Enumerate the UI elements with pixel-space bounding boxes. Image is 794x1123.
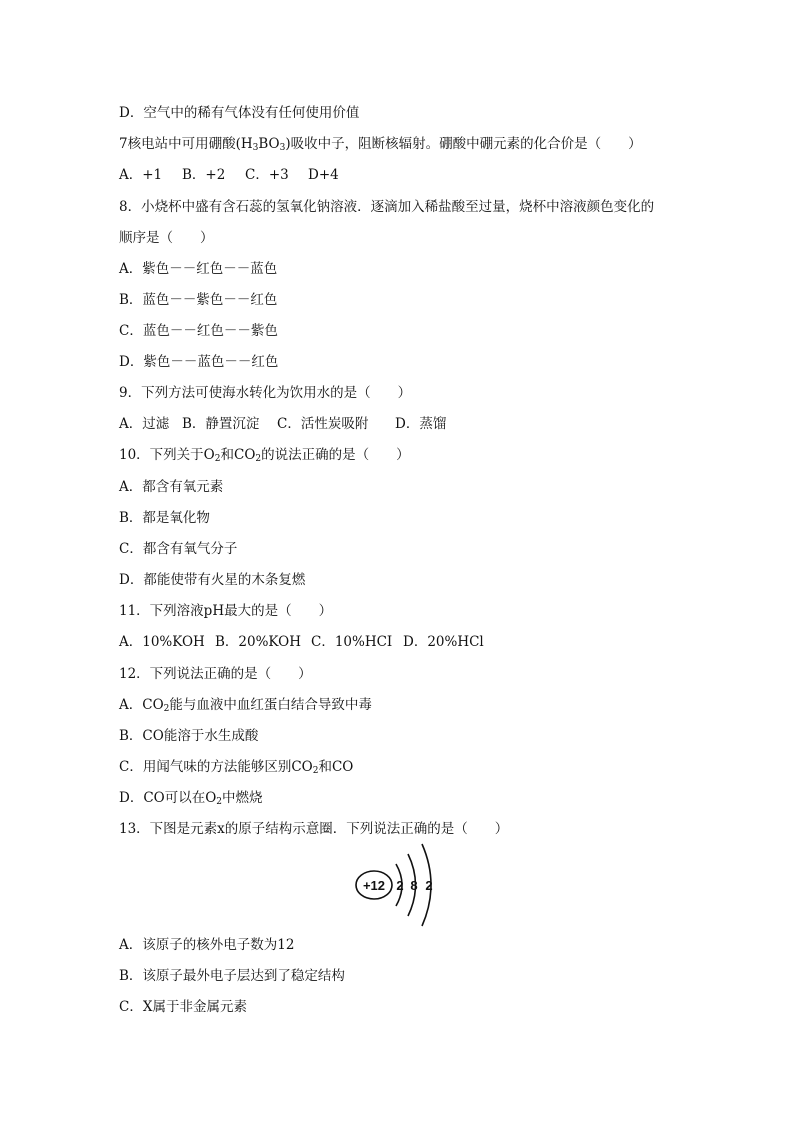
q12-option-c (119, 758, 353, 776)
q8-stem-line1: 8．小烧杯中盛有含石蕊的氢氧化钠溶液．逐滴加入稀盐酸至过量，烧杯中溶液颜色变化的 (119, 199, 655, 215)
q11-option-c: C．10%HCI (311, 634, 393, 650)
q7-stem (119, 135, 642, 153)
q12-option-d-part: D．CO可以在O (119, 790, 217, 806)
q9-options (119, 415, 446, 433)
shell-electrons-1: 2 (396, 878, 404, 893)
q12-stem: 12．下列说法正确的是（ ） (119, 666, 312, 682)
q10-stem-part: 10．下列关于O (119, 447, 215, 463)
q9-option-b: B．静置沉淀 (182, 416, 260, 432)
q12-option-a-part: A．CO (119, 697, 164, 713)
q7-stem-part: BO (258, 136, 280, 152)
q7-subscript: 3 (252, 143, 259, 153)
q11-option-a: A．10%KOH (119, 634, 205, 650)
q10-option-b: B．都是氧化物 (119, 510, 210, 526)
shell-electrons-2: 8 (410, 878, 418, 893)
q13-option-c: C．X属于非金属元素 (119, 999, 247, 1015)
q10-subscript: 2 (255, 454, 262, 464)
q13-option-b: B．该原子最外电子层达到了稳定结构 (119, 968, 345, 984)
q7-subscript: 3 (279, 143, 286, 153)
q8-option-c: C．蓝色－－红色－－紫色 (119, 323, 278, 339)
q12-option-d (119, 789, 263, 807)
q9-option-a: A．过滤 (119, 416, 170, 432)
q10-option-d: D．都能使带有火星的木条复燃 (119, 572, 306, 588)
q10-option-a: A．都含有氧元素 (119, 479, 224, 495)
q9-option-d: D．蒸馏 (395, 416, 447, 432)
q8-option-b: B．蓝色－－紫色－－红色 (119, 292, 278, 308)
q8-option-d: D．紫色－－蓝色－－红色 (119, 354, 279, 370)
q8-option-a: A．紫色－－红色－－蓝色 (119, 261, 278, 277)
q11-stem: 11．下列溶液pH最大的是（ ） (119, 603, 333, 619)
q7-option-c: C．+3 (245, 167, 289, 183)
q12-option-d-part: 中燃烧 (222, 790, 263, 806)
q7-options (119, 166, 339, 184)
q10-option-c: C．都含有氧气分子 (119, 541, 238, 557)
q12-option-a-part: 能与血液中血红蛋白结合导致中毒 (169, 697, 372, 713)
q7-option-d: D+4 (308, 167, 339, 183)
q7-stem-part: )吸收中子，阻断核辐射。硼酸中硼元素的化合价是（ ） (285, 136, 642, 152)
q12-subscript: 2 (216, 797, 223, 807)
q11-options (119, 633, 484, 651)
q12-subscript: 2 (163, 704, 170, 714)
q13-option-a: A．该原子的核外电子数为12 (119, 937, 295, 953)
q7-stem-part: 7核电站中可用硼酸(H (119, 136, 253, 152)
q10-stem (119, 446, 410, 464)
q12-option-c-part: C．用闻气味的方法能够区别CO (119, 759, 313, 775)
q12-option-a (119, 696, 372, 714)
nucleus-charge: +12 (362, 878, 386, 893)
q13-stem: 13．下图是元素x的原子结构示意圈．下列说法正确的是（ ） (119, 821, 509, 837)
q9-option-c: C．活性炭吸附 (277, 416, 369, 432)
q6-option-d: D．空气中的稀有气体没有任何使用价值 (119, 105, 360, 121)
q8-stem-line2: 顺序是（ ） (119, 230, 214, 246)
q10-subscript: 2 (214, 454, 221, 464)
q9-stem: 9．下列方法可使海水转化为饮用水的是（ ） (119, 385, 412, 401)
q11-option-b: B．20%KOH (215, 634, 301, 650)
q12-option-b: B．CO能溶于水生成酸 (119, 728, 259, 744)
q10-stem-part: 的说法正确的是（ ） (261, 447, 410, 463)
atom-structure-diagram (352, 840, 442, 930)
q12-option-c-part: 和CO (318, 759, 354, 775)
q7-option-b: B．+2 (182, 167, 226, 183)
q11-option-d: D．20%HCl (403, 634, 484, 650)
q7-option-a: A．+1 (119, 167, 163, 183)
shell-electrons-3: 2 (425, 878, 433, 893)
q12-subscript: 2 (312, 766, 319, 776)
q10-stem-part: 和CO (220, 447, 256, 463)
